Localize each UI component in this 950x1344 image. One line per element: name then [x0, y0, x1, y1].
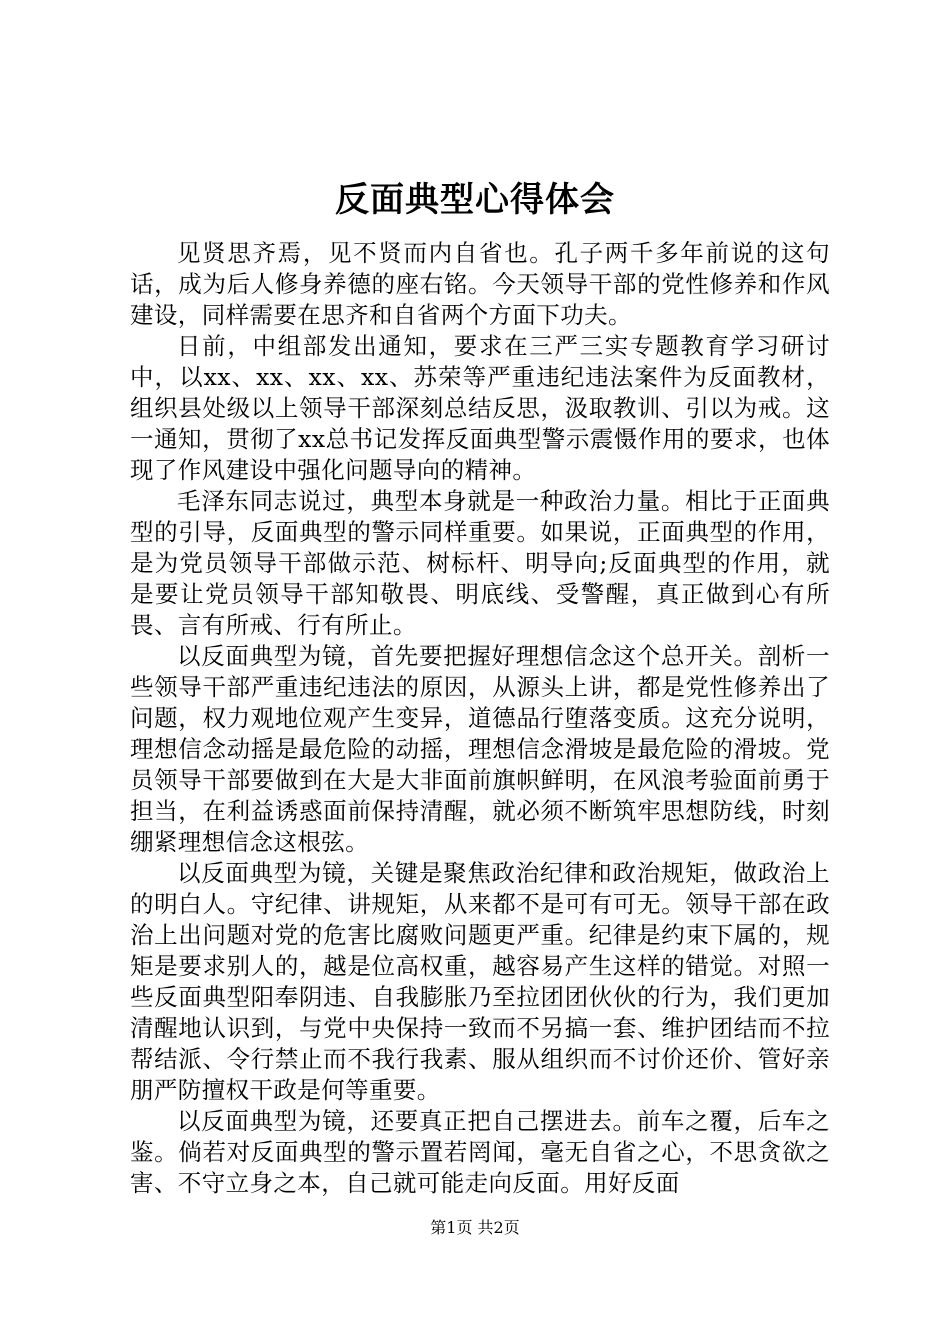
paragraph: 以反面典型为镜，关键是聚焦政治纪律和政治规矩，做政治上的明白人。守纪律、讲规矩，从来都不是可有可无。领导干部在政治上出问题对党的危害比腐败问题更严重。纪律是约束下属的，规矩是要求别人的，越是位高权重，越容易产生这样的错觉。对照一些反面典型阳奉阴违、自我膨胀乃至拉团团伙伙的行为，我们更加清醒地认识到，与党中央保持一致而不另搞一套、维护团结而不拉帮结派、令行禁止而不我行我素、服从组织而不讨价还价、管好亲朋严防擅权干政是何等重要。: [130, 859, 830, 1104]
paragraph: 毛泽东同志说过，典型本身就是一种政治力量。相比于正面典型的引导，反面典型的警示同样重要。如果说，正面典型的作用，是为党员领导干部做示范、树标杆、明导向;反面典型的作用，就是要让党员领导干部知敬畏、明底线、受警醒，真正做到心有所畏、言有所戒、行有所止。: [130, 487, 830, 639]
paragraph: 以反面典型为镜，首先要把握好理想信念这个总开关。剖析一些领导干部严重违纪违法的原因，从源头上讲，都是党性修养出了问题，权力观地位观产生变异，道德品行堕落变质。这充分说明，理想信念动摇是最危险的动摇，理想信念滑坡是最危险的滑坡。党员领导干部要做到在大是大非面前旗帜鲜明，在风浪考验面前勇于担当，在利益诱惑面前保持清醒，就必须不断筑牢思想防线，时刻绷紧理想信念这根弦。: [130, 642, 830, 856]
paragraph: 以反面典型为镜，还要真正把自己摆进去。前车之覆，后车之鉴。倘若对反面典型的警示置若罔闻，毫无自省之心，不思贪欲之害、不守立身之本，自己就可能走向反面。用好反面: [130, 1107, 830, 1197]
page-number: 第1页 共2页: [430, 1218, 520, 1237]
document-title: 反面典型心得体会: [335, 180, 615, 220]
paragraph: 日前，中组部发出通知，要求在三严三实专题教育学习研讨中，以xx、xx、xx、xx、苏荣等严重违纪违法案件为反面教材，组织县处级以上领导干部深刻总结反思，汲取教训、引以为戒。这一通知，贯彻了xx总书记发挥反面典型警示震慑作用的要求，也体现了作风建设中强化问题导向的精神。: [130, 332, 830, 484]
document-body: [130, 238, 830, 1199]
paragraph: 见贤思齐焉，见不贤而内自省也。孔子两千多年前说的这句话，成为后人修身养德的座右铭。今天领导干部的党性修养和作风建设，同样需要在思齐和自省两个方面下功夫。: [130, 239, 830, 329]
